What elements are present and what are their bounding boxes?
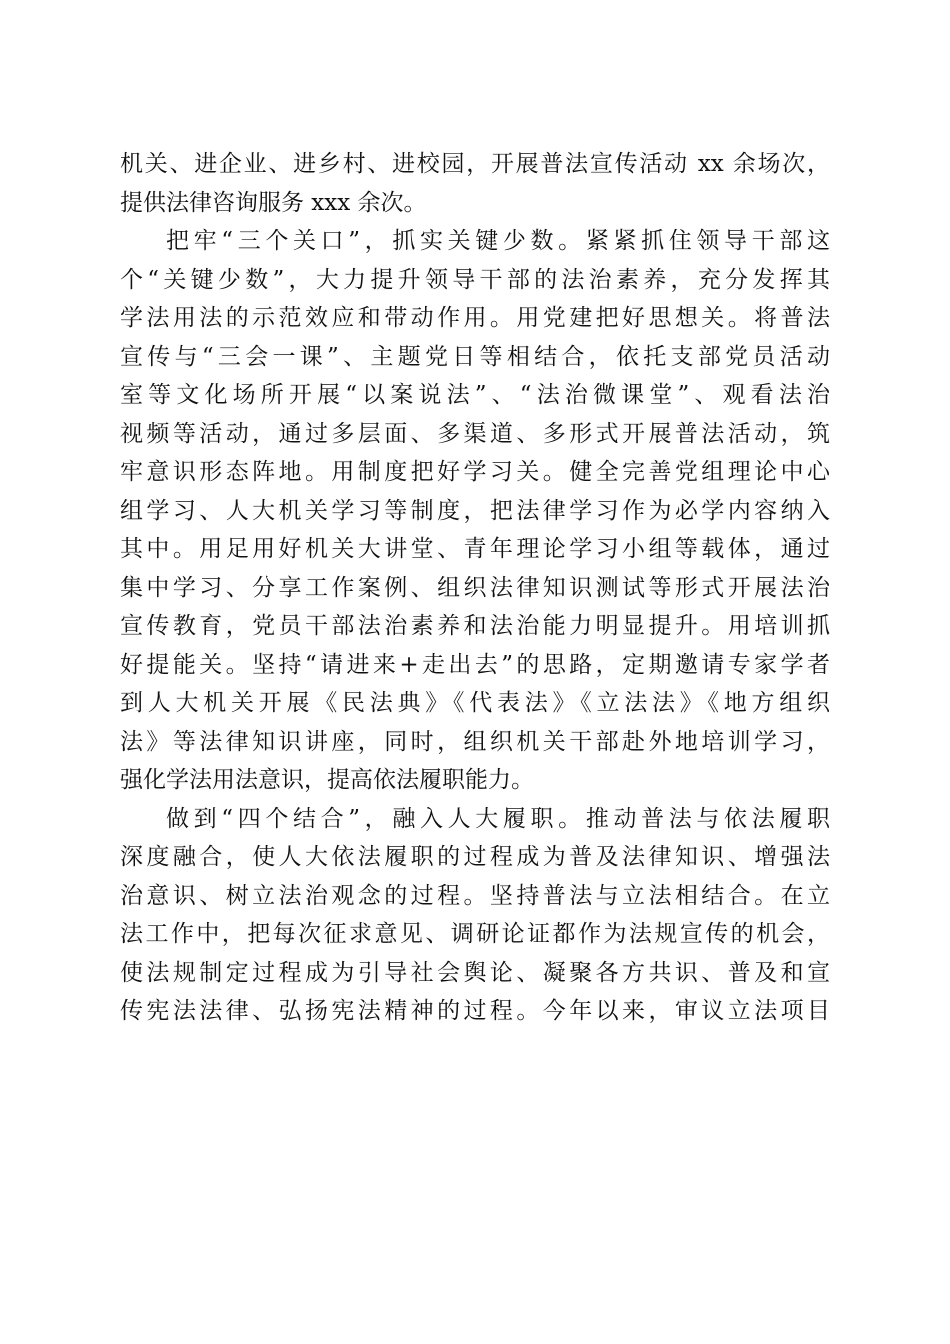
text-line: 视频等活动，通过多层面、多渠道、多形式开展普法活动，筑 bbox=[120, 420, 830, 447]
text-line: 集中学习、分享工作案例、组织法律知识测试等形式开展法治 bbox=[120, 574, 830, 601]
paragraph-start-line: 做到“四个结合”，融入人大履职。推动普法与依法履职 bbox=[166, 805, 830, 832]
text-line: 学法用法的示范效应和带动作用。用党建把好思想关。将普法 bbox=[120, 305, 830, 331]
text-line: 使法规制定过程成为引导社会舆论、凝聚各方共识、普及和宣 bbox=[120, 959, 830, 986]
document-body bbox=[120, 145, 830, 1031]
text-line: 其中。用足用好机关大讲堂、青年理论学习小组等载体，通过 bbox=[120, 536, 830, 562]
text-line: 到人大机关开展《民法典》《代表法》《立法法》《地方组织 bbox=[120, 690, 830, 716]
text-line: 提供法律咨询服务 xxx 余次。 bbox=[120, 189, 427, 216]
text-line: 牢意识形态阵地。用制度把好学习关。健全完善党组理论中心 bbox=[120, 459, 830, 485]
text-line: 机关、进企业、进乡村、进校园，开展普法宣传活动 xx 余场次， bbox=[120, 151, 830, 177]
text-line: 法》等法律知识讲座，同时，组织机关干部赴外地培训学习， bbox=[120, 728, 830, 755]
text-line: 传宪法法律、弘扬宪法精神的过程。今年以来，审议立法项目 bbox=[120, 998, 830, 1024]
text-line: 深度融合，使人大依法履职的过程成为普及法律知识、增强法 bbox=[120, 844, 830, 870]
text-line: 宣传与“三会一课”、主题党日等相结合，依托支部党员活动 bbox=[120, 343, 830, 370]
text-line: 组学习、人大机关学习等制度，把法律学习作为必学内容纳入 bbox=[120, 497, 830, 524]
paragraph-start-line: 把牢“三个关口”，抓实关键少数。紧紧抓住领导干部这 bbox=[166, 228, 830, 254]
text-line: 法工作中，把每次征求意见、调研论证都作为法规宣传的机会， bbox=[120, 921, 830, 947]
text-line: 好提能关。坚持“请进来+走出去”的思路，定期邀请专家学者 bbox=[120, 651, 830, 678]
text-line: 室等文化场所开展“以案说法”、“法治微课堂”、观看法治 bbox=[120, 382, 830, 408]
text-line: 个“关键少数”，大力提升领导干部的法治素养，充分发挥其 bbox=[120, 266, 830, 293]
text-line: 强化学法用法意识，提高依法履职能力。 bbox=[120, 767, 534, 793]
text-line: 治意识、树立法治观念的过程。坚持普法与立法相结合。在立 bbox=[120, 882, 830, 909]
text-line: 宣传教育，党员干部法治素养和法治能力明显提升。用培训抓 bbox=[120, 613, 830, 639]
